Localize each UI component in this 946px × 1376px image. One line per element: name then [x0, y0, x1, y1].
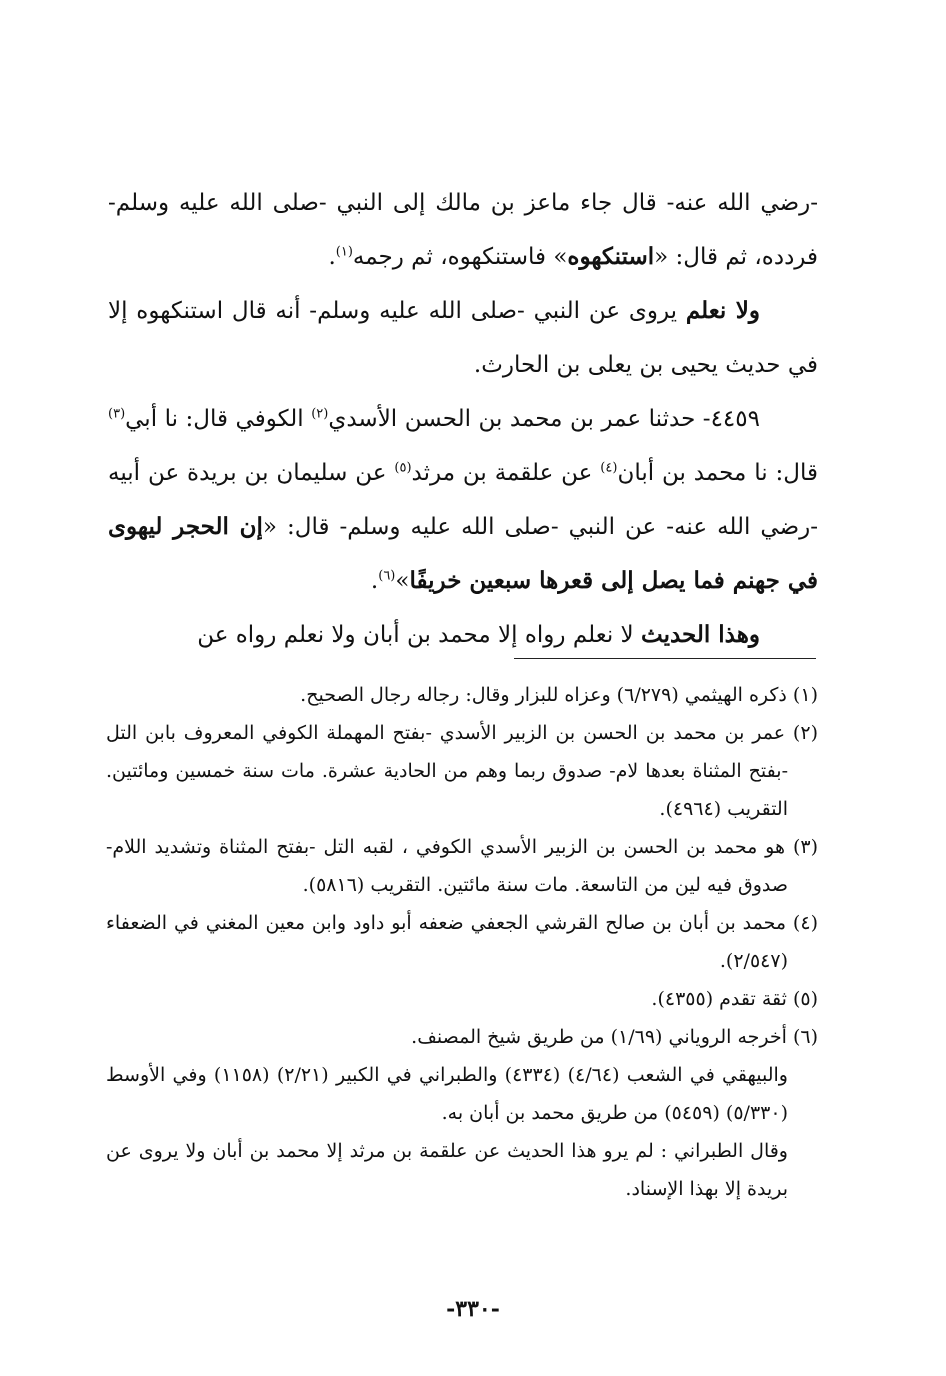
p2-text: يروى عن النبي -صلى الله عليه وسلم- أنه قال استنكهوه إلا في حديث يحيى بن يعلى بن الحارث. — [108, 298, 818, 378]
footnote-ref-4[interactable]: (٤) — [600, 460, 618, 476]
p3-d: عن علقمة بن مرثد — [411, 460, 601, 486]
footnote-4: (٤) محمد بن أبان بن صالح القرشي الجعفي ضعفه أبو داود وابن معين المغني في الضعفاء (٢/٥٤٧). — [106, 912, 818, 972]
p4-text: لا نعلم رواه إلا محمد بن أبان ولا نعلم رواه عن — [197, 622, 641, 648]
footnote-5: (٥) ثقة تقدم (٤٣٥٥). — [651, 988, 818, 1010]
footnotes — [106, 676, 818, 1208]
footnote-6: (٦) أخرجه الروياني (١/٦٩) من طريق شيخ المصنف. — [411, 1026, 818, 1048]
paragraph-2 — [108, 284, 818, 392]
p1-line1: -رضي الله عنه- قال جاء ماعز بن مالك إلى النبي -صلى الله عليه — [178, 190, 819, 216]
p1-bold: استنكهوه — [567, 243, 655, 270]
footnote-1: (١) ذكره الهيثمي (٦/٢٧٩) وعزاه للبزار وقال: رجاله رجال الصحيح. — [300, 684, 818, 706]
footnote-6-continuation-1: والبيهقي في الشعب (٤/٦٤) (٤٣٣٤) والطبراني في الكبير (٢/٢١) (١١٥٨) وفي الأوسط (٥/٣٣٠) (٥٤٥٩) من طريق محمد بن أبان به. — [106, 1064, 788, 1124]
p1-rest: » فاستنكهوه، ثم رجمه — [352, 244, 568, 270]
footnote-6-continuation-2: وقال الطبراني : لم يرو هذا الحديث عن علقمة بن مرثد إلا محمد بن أبان ولا يروى عن بريدة إلا بهذا الإسناد. — [106, 1140, 788, 1200]
p1-line2: وسلم- فردده، ثم قال: « — [108, 190, 818, 270]
paragraph-3 — [108, 392, 818, 608]
footnote-ref-3[interactable]: (٣) — [108, 406, 126, 422]
footnote-3: (٣) هو محمد بن الحسن بن الزبير الأسدي الكوفي ، لقبه التل -بفتح المثناة وتشديد اللام- صدوق فيه لين من التاسعة. مات سنة مائتين. التقريب (٥٨١٦). — [106, 836, 818, 896]
footnote-2: (٢) عمر بن محمد بن الحسن بن الزبير الأسدي -بفتح المهملة الكوفي المعروف بابن التل -بفتح المثناة بعدها لام- صدوق ربما وهم من الحادية عشرة. مات سنة خمسين ومائتين. التقريب (٤٩٦٤). — [106, 722, 818, 820]
p2-bold: ولا نعلم — [685, 297, 760, 324]
p3-a: ٤٤٥٩- حدثنا عمر بن محمد بن الحسن الأسدي — [328, 406, 760, 432]
p3-c: قال: نا محمد بن أبان — [617, 460, 818, 486]
hadith-text: إن الحجر ليهوى في جهنم فما يصل إلى قعرها سبعين خريفًا — [108, 513, 818, 594]
p3-f: » — [395, 568, 410, 594]
footnote-ref-5[interactable]: (٥) — [394, 460, 412, 476]
p1-end: . — [328, 244, 336, 270]
page-number: -٣٣٠- — [446, 1296, 500, 1322]
p3-end: . — [370, 568, 379, 594]
p3-b: الكوفي قال: نا أبي — [125, 406, 312, 432]
paragraph-4 — [108, 608, 818, 662]
p4-bold: وهذا الحديث — [640, 621, 760, 648]
footnote-ref-6[interactable]: (٦) — [378, 568, 396, 584]
footnote-divider — [514, 658, 816, 659]
footnote-ref-2[interactable]: (٢) — [311, 406, 329, 422]
paragraph-1 — [108, 176, 818, 284]
p3-e: عن سليمان بن بريدة عن أبيه -رضي الله عنه- عن النبي -صلى الله عليه وسلم- قال: « — [108, 460, 818, 540]
footnote-ref-1[interactable]: (١) — [335, 244, 353, 260]
main-text — [108, 176, 818, 662]
